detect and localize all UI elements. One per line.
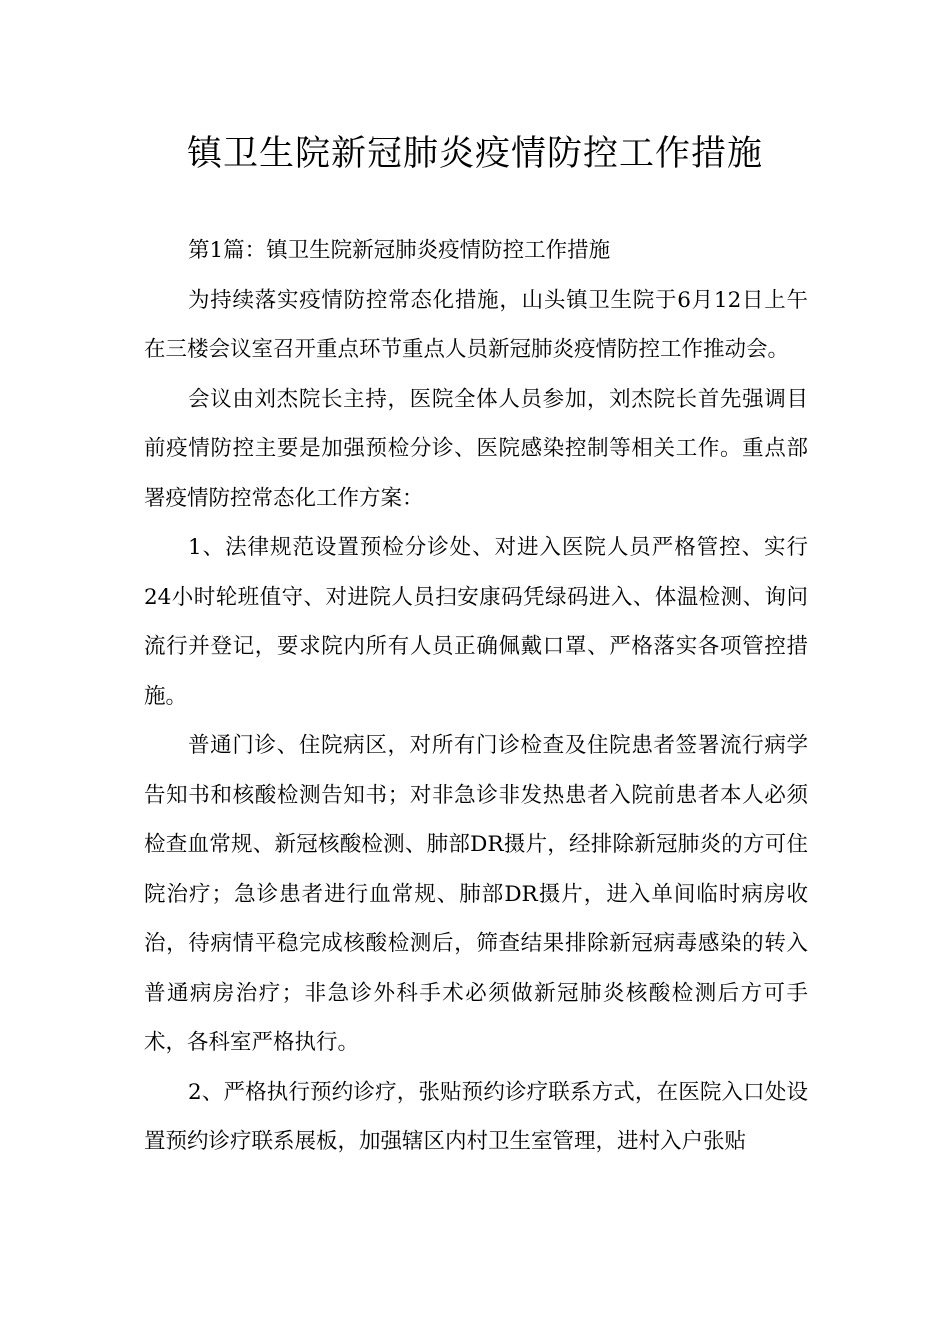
paragraph-meeting-intro: 为持续落实疫情防控常态化措施，山头镇卫生院于6月12日上午在三楼会议室召开重点环节重点人员新冠肺炎疫情防控工作推动会。 [144, 287, 808, 362]
paragraph-meeting-summary: 会议由刘杰院长主持，医院全体人员参加，刘杰院长首先强调目前疫情防控主要是加强预检分诊、医院感染控制等相关工作。重点部署疫情防控常态化工作方案： [144, 386, 808, 511]
paragraph-article-heading: 第1篇：镇卫生院新冠肺炎疫情防控工作措施 [188, 238, 611, 263]
document-body [144, 226, 808, 1167]
paragraph-measure-1: 1、法律规范设置预检分诊处、对进入医院人员严格管控、实行24小时轮班值守、对进院人员扫安康码凭绿码进入、体温检测、询问流行并登记，要求院内所有人员正确佩戴口罩、严格落实各项管控措施。 [144, 535, 808, 709]
paragraph-measure-2: 2、严格执行预约诊疗，张贴预约诊疗联系方式，在医院入口处设置预约诊疗联系展板，加强辖区内村卫生室管理，进村入户张贴 [144, 1079, 808, 1154]
document-title: 镇卫生院新冠肺炎疫情防控工作措施 [186, 134, 763, 174]
paragraph-outpatient-inpatient: 普通门诊、住院病区，对所有门诊检查及住院患者签署流行病学告知书和核酸检测告知书；对非急诊非发热患者入院前患者本人必须检查血常规、新冠核酸检测、肺部DR摄片，经排除新冠肺炎的方可住院治疗；急诊患者进行血常规、肺部DR摄片，进入单间临时病房收治，待病情平稳完成核酸检测后，筛查结果排除新冠病毒感染的转入普通病房治疗；非急诊外科手术必须做新冠肺炎核酸检测后方可手术，各科室严格执行。 [144, 733, 808, 1055]
